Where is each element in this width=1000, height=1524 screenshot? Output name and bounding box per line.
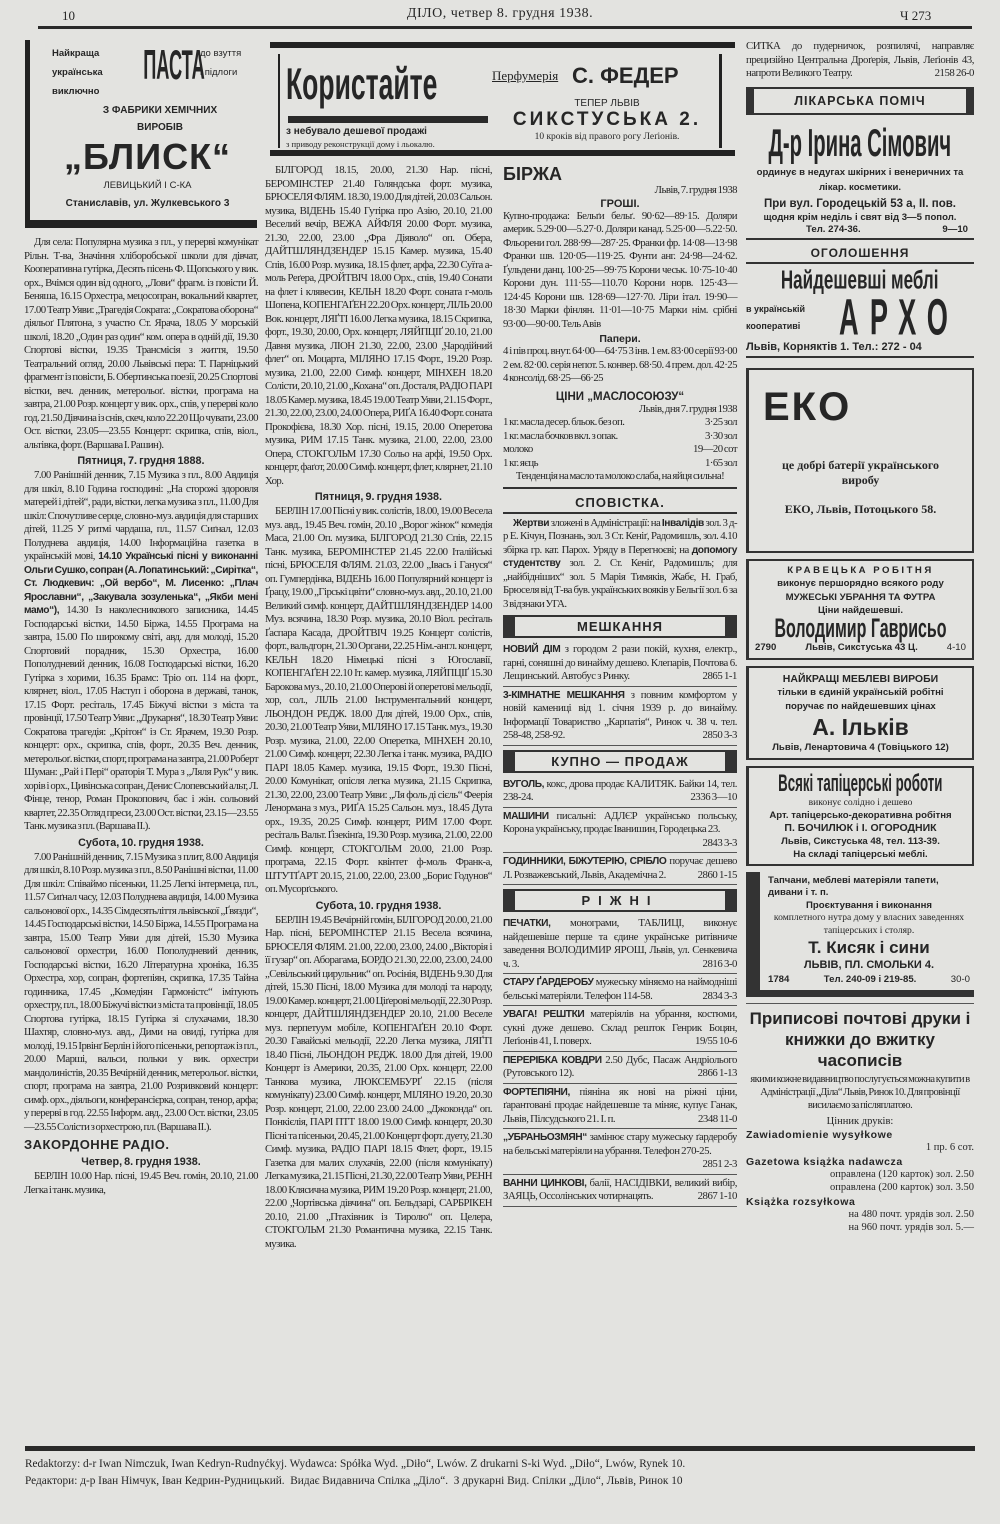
price-item: молоко <box>503 443 533 455</box>
classified-text: матеріялів на убрання, костюми, сукні дуже дешево. Склад решток Генрик Боцян, Леґіонів 41, І. поверх. <box>503 1008 737 1047</box>
radio-program: БЕРЛІН 17.00 Пісні у вик. солістів, 18.00, 19.00 Весела муз. авд., 19.45 Веч. гомін, 20.10 „Ворог жінок“ комедія Маса, 21.00 Оп. музика, БІЛГОРОД 21.30 Спів, 22.15 Танк. музика, БЕРОМІНСТЕР 21.45 22.00 Італійські пісні, БРЮСЕЛЯ ФЛЯМ. 21.03, 22.00 „Івась і Гануся“ оп. Гумпердінка, ВІДЕНЬ 16.00 Популярний концерт із Ґрацу, 19.00 „Гірські цвіти“ словно-муз. авд., 20.10, 21.00 Великий симф. концерт, ДАЙТШЛЯНДЗЕНДЕР 14.00 Муз. всячина, 18.30 Розр. музика, 20.10 Віол. ресіталь Ґаспара Касада, ДРОЙТВІЧ 19.25 Концерт солістів, форт., вальдгорн, 21.30 Органи, 22.25 Нім.-англ. концерт, КЕЛЬН 18.20 Німецькі пісні з Югославії, КОПЕНГАҐЕН 22.10 Іт. камер. музика, ЛЯЙПЦІҐ 15.30 Барокова муз., 20.10, 21.00 Оперові й оперетові мельодії, хор, сол., ЛІЛЬ 21.00 Інструментальний концерт, ЛЬОНДОН РЕДЖ. 18.00 Для дітей, 19.00 Орх., спів, 20.30, 21.00 Театр Уяви, МІЛЯНО 17.15 Танк. муз., 19.30 Розр. музика, 21.00, 22.00 Оперетка, МІНХЕН 20.10, 21.00 Симф. концерт, 22.30 Легка і танк. музика, РАДІО ПАРІ 18.05 Камер. музика, 19.15 Форт., 19.30 Пісні, 20.00 Комунікат, опісля легка музика, 21.15 Скрипка, 21.30, 22.00, 23.00 Театр Уяви: „Ля фоль ді сієль“ Феерія Ленормана з муз., РИҐА 15.25 Сальон. муз., 18.45 Дута орх., 19.35, 20.25 Симф. концерт, РИМ 17.00 Форт. ресіталь Вальт. Ґізекінґа, 19.30 Розр. музика, 21.00, 22.00 Симф. концерт, СТОКГОЛЬМ 20.00, 21.00 Розр. програма, 22.15 Форт. квінтет ф-моль Франк-а, ШТУТҐАРТ 20.15, 21.00, 22.00, 23.00 „Борис Годунов“ оп. Мусорґського. <box>265 505 492 895</box>
price-item-value: на 480 почт. урядів зол. 2.50 <box>848 1209 974 1220</box>
ad-postal-prints <box>746 1003 974 1234</box>
ad-brand-name: „БЛИСК“ <box>63 136 232 177</box>
classified-ad <box>503 808 737 854</box>
header-rule <box>38 26 972 29</box>
ad-text: Арт. тапіцерсько-декоративна робітня <box>769 809 952 821</box>
notice-text-part: зложені в Адміністрації: на <box>549 516 662 529</box>
ad-kysiak <box>746 872 974 998</box>
ad-arkho <box>746 244 974 358</box>
ad-address: Львів, Ленартовича 4 (Товіцького 12) <box>772 742 949 753</box>
classified-ad <box>503 641 737 687</box>
classified-ad <box>503 974 737 1006</box>
ad-tailor <box>746 559 974 660</box>
ad-text: МУЖЕСЬКІ УБРАННЯ ТА ФУТРА <box>785 591 936 603</box>
price-item-value: оправлена (120 карток) зол. 2.50 <box>830 1169 974 1180</box>
price-item-name: Zawiadomienie wysyłkowe <box>746 1129 893 1141</box>
ad-text: Проєктування і виконання <box>806 899 932 911</box>
ad-upholstery <box>746 766 974 866</box>
issue-number: Ч 273 <box>900 8 932 23</box>
price-item-value: 1 пр. 6 сот. <box>925 1142 974 1153</box>
classified-code: 2851 2-3 <box>702 1158 737 1170</box>
classified-lead: ПЕЧАТКИ, <box>503 918 551 929</box>
ad-text: виключно <box>52 86 100 97</box>
classified-code: 2843 3-3 <box>702 836 737 849</box>
ad-code: 1784 <box>768 973 790 985</box>
classified-text: замінює стару мужеську ґардеробу на бельські матеріяли на убрання. Телефон 270-25. <box>503 1131 737 1157</box>
day-heading: Пятниця, 7. грудня 1888. <box>77 455 205 467</box>
classified-code: 2860 1-15 <box>697 868 737 881</box>
ad-text: При вул. Городецькій 53 а, II. пов. <box>764 197 956 210</box>
ad-text: Станиславів, ул. Жулкевського 3 <box>65 198 230 209</box>
ad-brand-name: С. ФЕДЕР <box>572 63 679 88</box>
ad-address: Львів, Сикстуська 48, тел. 113-39. <box>781 835 940 847</box>
ad-text: щодня крім неділь і свят від 3—5 попол. <box>763 211 957 223</box>
ad-text: ТЕПЕР ЛЬВІВ <box>574 98 640 109</box>
price-row <box>503 416 737 430</box>
price-item-value: оправлена (200 карток) зол. 3.50 <box>830 1182 974 1193</box>
classified-ad <box>503 915 737 974</box>
notice-text-part: зол. 3 д-р Е. Кічун, Познань, зол. 3 Ст. Кеніґ, Радомишль, зол. 4.10 збірка гр. кат. Парох. Уряду в Перегноєві; на <box>503 516 737 556</box>
page-number: 10 <box>62 8 75 23</box>
classified-lead: „УБРАНЬОЗМЯН“ <box>503 1132 587 1143</box>
ad-text: СИТКА до пудерничок, розпилячі, направляє прецизійно Центральна Дроґерія, Львів, Леґіонів 43, напроти Великого Театру. <box>746 40 974 79</box>
classified-text: кокс, дрова продає КАЛИТЯК. Байки 14, тел. 238-24. <box>503 777 737 803</box>
ad-phone: Тел. 240-09 і 219-85. <box>823 973 917 985</box>
classified-lead: ГОДИННИКИ, БІЖУТЕРІЮ, СРІБЛО <box>503 856 667 867</box>
ad-address: Львів, Корняктів 1. Тел.: 272 - 04 <box>746 340 922 353</box>
ad-header: ЛІКАРСЬКА ПОМІЧ <box>746 87 974 115</box>
section-heading: ЗАКОРДОННЕ РАДІО. <box>24 1137 170 1152</box>
ad-text: Найкраща <box>52 48 100 59</box>
classified-code: 2865 1-1 <box>702 670 737 682</box>
ad-text: виконує солідно і дешево <box>808 796 913 808</box>
classified-code: 2834 3-3 <box>702 989 737 1002</box>
ad-code: 2790 <box>755 642 777 653</box>
program-highlight: 14.10 Українські пісні у виконанні Ольги Сушко, сопран (А. Лопатинський: „Сирітка“, Ст. Людкевич: „Ой вербо“, М. Лисенко: „Плач Ярославни“, „Закувала зозуленька“, „Якби мені мамо“), <box>24 551 258 616</box>
imprint-polish: Redaktorzy: d-r Iwan Nimczuk, Iwan Kedryn-Rudnyćkyj. Wydawca: Spółka Wyd. „Diło“, Lwów. Z drukarni S-ki Wyd. „Diło“, Lwów, Rynek 10. <box>25 1458 686 1470</box>
ad-street: СИКСТУСЬКА 2. <box>512 109 702 130</box>
ad-text: комплетного нутра дому у власних заведеннях тапіцерських і столяр. <box>773 912 965 936</box>
price-item: 1 кг. масла десер. бльок. без оп. <box>503 416 625 428</box>
classified-code: 2850 3-3 <box>702 729 737 741</box>
ad-address: ЛЬВІВ, ПЛ. СМОЛЬКИ 4. <box>803 959 935 971</box>
column-market-classifieds <box>503 164 737 1207</box>
classified-code: 2867 1-10 <box>697 1190 737 1202</box>
price-value: 1·65 зол <box>704 456 737 469</box>
ad-text: КРАВЕЦЬКА РОБІТНЯ <box>787 564 934 576</box>
ad-text: Тапчани, меблеві матеріяли тапети, дивани і т. п. <box>768 874 939 898</box>
classified-code: 2348 11-0 <box>697 1112 737 1125</box>
section-title-sale: КУПНО — ПРОДАЖ <box>503 750 737 773</box>
dateline: Львів, 7. грудня 1938 <box>654 184 737 196</box>
price-value: 3·30 зол <box>704 429 737 442</box>
price-value: 19—20 сот <box>692 443 737 455</box>
notice-lead: допомогу студентству <box>503 544 737 569</box>
ad-text: 10 кроків від правого рогу Леґіонів. <box>534 132 680 142</box>
ad-eko <box>746 368 974 553</box>
classified-lead: МАШИНИ <box>503 810 549 822</box>
ad-ilkiv <box>746 666 974 760</box>
price-item: 1 кг. масла бочков вкл. з опак. <box>503 429 618 442</box>
price-row <box>503 430 737 444</box>
exchange-rates: Купно-продажа: Бельґи бельґ. 90·62—89·15. Доляри америк. 5.29·00—5.27·0. Доляри канад. 5.25·00—5.22·50. Фльорени гол. 288·99—287·25. Франки фр. 14·08—13·98 Франки шв. 120·05—119·25. Фунти анг. 24·98—24·62. Ґульдени данц. 100·25—99·75 Корони чеськ. 10·75-10·40 Корони дун. 111·55—110.70 Корони норв. 125·43—124·45 Корони шв. 128·69—127·70. Ліри італ. 19·90—18·30 Марки фінлян. 11·01—10·75 Марки нім. срібні 93·00—90·00. Тель Авів <box>503 209 737 330</box>
section-title-misc: РІЖНІ <box>503 889 737 912</box>
ad-text: П. БОЧИЛЮК і І. ОГОРОДНИК <box>784 821 937 834</box>
classified-ad <box>503 1129 737 1175</box>
ad-text: Перфумерія <box>492 68 559 83</box>
imprint-ukrainian: Редактори: д-р Іван Німчук, Іван Кедрин-Рудницький. Видає Видавнича Спілка „Діло“. З друкарні Вид. Спілки „Діло“, Львів, Ринок 10 <box>25 1475 683 1487</box>
section-title-birzha: БІРЖА <box>503 164 562 184</box>
day-heading: Четвер, 8. грудня 1938. <box>81 1156 201 1168</box>
classified-list <box>503 915 737 1207</box>
ad-text: ЛЕВИЦЬКИЙ І С-КА <box>103 180 192 191</box>
classified-text: 2.50 Дубс, Пасаж Андріолього (Рутовського 12). <box>503 1053 737 1079</box>
masthead: ДІЛО, четвер 8. грудня 1938. <box>406 6 594 21</box>
classified-text: з городом 2 рази покій, кухня, електр., гарні, соняшні до винайму дешево. Клепарів, Почтова 6. Лещинський. Автобус з Ринку. <box>503 643 737 682</box>
classified-list <box>503 776 737 886</box>
ad-phone: Тел. 274-36. <box>806 223 861 235</box>
price-list-title: Цінник друків: <box>826 1116 894 1127</box>
section-title-maslo: ЦІНИ „МАСЛОСОЮЗУ“ <box>555 390 685 403</box>
radio-program: Для села: Популярна музика з пл., у перерві комунікат Рільн. Т-ва, Значіння хліборобської школи для дівчат, Кооперативна гутірка, Десять пісень Ф. Щопського у вик. орх., Вчімся один від одного, „Лови“ фрагм. із повісти Й. Беняша, 16.15 Орхестра, мецосопран, вокальний квартет, 17.00 Театр Уяви: „Трагедія Сократа: „Сократова оборона“ діяльоґ Плятона, з участю Ст. Ярача, 18.05 У морській школі, 18.20 „Один раз один“ ком. опера в одній дії, 19.30 Спортові вістки, 19.35 Трансмісія з життя, 19.50 Театральний огляд, 20.00 Львівські пера: Т. Парніцький фрагмент із повісти, Б. Обертинська поезії, 20.25 Спортові вістки, веч. денник, метерольоґ. вістки, програма на завтра, 21.00 Розр. концерт у вик. орх., спів, у перерві коло год. 21.50 Дівчина із снів, скеч, коло 22.20 Що чувати, 23.00 Ост. вістки, 23.05—23.55 Концерт: скрипка, спів, віол., альтівка, форт. (Варшава І. Рашин). <box>24 236 258 451</box>
classified-lead: ФОРТЕПІЯНИ, <box>503 1086 570 1098</box>
ad-brand-name: АРХО <box>838 288 959 346</box>
ad-text: ординує в недугах шкірних і венеричних та лікар. косметики. <box>756 166 964 193</box>
price-row <box>503 443 737 457</box>
ad-code: 30-0 <box>950 973 970 985</box>
ad-text: кооперативі <box>746 321 801 331</box>
ad-text: це добрі батерії українського виробу <box>782 457 939 487</box>
classified-text: писальні: АДЛЄР українсько польську, Корона українську, продає Іванишин, Городецька 23. <box>503 809 737 835</box>
ad-text: з небувало дешевої продажі <box>286 126 427 137</box>
ad-text: якими кожне видавництво послугується можна купити в Адміністрації „Діла“ Львів, Ринок 10. Для провінції висилаємо за післяплатою. <box>750 1074 970 1111</box>
ad-brand-name: Володимир Гаврисьо <box>774 613 947 644</box>
classified-ad <box>503 776 737 808</box>
price-item: 1 кг. яєць <box>503 456 538 469</box>
notice-lead: Інвалідів <box>661 517 704 529</box>
ad-text: і підлоги <box>200 67 238 78</box>
ad-code: 9—10 <box>942 223 968 235</box>
classified-lead: СТАРУ ҐАРДЕРОБУ <box>503 977 594 988</box>
ad-address: Львів, Сикстуська 43 Ц. <box>805 642 918 653</box>
price-item-name: Książka rozsyłkowa <box>746 1196 856 1208</box>
ad-text: українська <box>52 67 103 78</box>
column-ads <box>746 38 974 1234</box>
classified-text: монограми, ТАБЛИЦІ, виконує найдешевіше перше та єдине українське ритівниче заведення ВОЛОДИМИР ЯРОШ, Львів, ул. Сенкевича ч. 3. <box>503 917 737 970</box>
classified-text: піяніна як нові на ріжні ціни, ґарантовані продає найдешевше та міняє, купує Ганак, Львів, Пілсудського 21. І. п. <box>503 1085 737 1125</box>
price-list <box>746 1129 974 1234</box>
ad-text: в українській <box>746 304 806 314</box>
ad-feder <box>270 42 735 156</box>
day-heading: Субота, 10. грудня 1938. <box>78 836 204 849</box>
ad-brand: ПАСТА <box>143 40 205 89</box>
footer-rule <box>25 1446 975 1451</box>
subhead: Папери. <box>599 333 641 345</box>
ad-text: На складі тапіцерські меблі. <box>793 848 928 860</box>
ad-code: 2158 26-0 <box>934 67 974 79</box>
ad-header: ОГОЛОШЕННЯ <box>746 244 974 264</box>
ad-brand-name: А. Ільків <box>812 714 909 740</box>
ad-sytka <box>746 38 974 83</box>
classified-code: 19/55 10-6 <box>695 1035 737 1047</box>
classified-lead: ВУГОЛЬ, <box>503 778 545 790</box>
trend-note: Тенденція на масло та молоко слаба, на яйця сильна! <box>503 470 737 489</box>
ad-text: Ціни найдешевші. <box>817 605 904 616</box>
ad-text: тільки в єдиній українській робітні <box>777 687 944 698</box>
classified-ad <box>503 1175 737 1207</box>
radio-program: БІЛГОРОД 18.15, 20.00, 21.30 Нар. пісні, БЕРОМІНСТЕР 21.40 Голяндська форт. музика, БРЮСЕЛЯ ФЛЯМ. 18.30, 19.00 Для дітей, 20.03 Сальон. музика, ВІДЕНЬ 15.40 Гутірка про Азію, 20.10, 21.00 Веселий вечір, ВЕЖА АЙФЛЯ 20.00 Форт. музика, 21.30, 22.00, 23.00 „Фра Діяволо“ оп. Обера, ДАЙТШЛЯНДЗЕНДЕР 15.15 Камер. музика, 15.40 Спів, 16.00 Розр. музика, 18.15 флет, арфа, 22.30 Суїта а-моль Реґера, ДРОЙТВІЧ 18.00 Орх., спів, 19.40 Сонати на флет і клявесин, КЕЛЬН 18.20 Форт. соната г-моль Шопена, КОПЕНГАҐЕН 22.20 Орх. концерт, ЛІЛЬ 20.00 Вок. концерт, ЛЯҐТІ 16.00 Легка музика, 18.15 Скрипка, форт., 19.30, 20.00, Орх. концерт, ЛЯЙПЦІҐ 20.10, 21.00 Давня музика, ЛІОН 21.30, 22.00, 23.00 „Чародійний флет“ оп. Моцарта, МІЛЯНО 17.15 Форт., 19.20 Розр. музика, 21.00, 22.00 Симф. концерт, МІНХЕН 18.20 Солісти, 20.10, 21.00 „Кохана“ оп. Досталя, РАДІО ПАРІ 18.05 Камер. музика, 18.45 19.00 Театр Уяви, 21.15 Форт., 21.30, 22.00, 23.00, 24.00 Опера, РИҐА 16.40 Форт. соната Прокофієва, 18.30 Хор. пісні, 19.15, 20.00 Оперетова музика, РИМ 17.15 Танк. музика, 21.00, 22.00, 23.00 Опера, СТОКГОЛЬМ 17.30 Сольо на арфі, 19.50 Орх. концерт, фаґот, 20.00 Симф. концерт, флет, клярнет, 21.10 Хор. <box>265 164 492 487</box>
classified-code: 2816 3-0 <box>702 957 737 970</box>
program-text: 7.00 Ранішній денник, 7.15 Музика з пл., 8.00 Авдиція для шкіл, 8.10 Година господині: „На сторожі здоровля матерей і дітей“, ради, вістки, легка музика з пл., 11.00 Для шкіл: Спочутливе серце, словно-муз. авдиція для старших дітей, 11.25 У ритмі чардаша, пл., 11.57 Сиґнал, 12.03 Полуднева авдиція, 14.00 Інформаційна газетка в українській мові, <box>24 469 258 562</box>
dateline: Львів, дня 7. грудня 1938 <box>638 402 737 415</box>
program-text: 14.30 Із наколесникового записника, 14.45 Господарські вістки, 14.50 Біржа, 14.55 Програма на завтра, 15.00 По широкому світі, авд. для молоді, 15.20 Спортовий порадник, 15.30 Орхестра, 16.00 Пополудневий денник, 16.08 Господарські вістки, 16.20 Гутірка з хорими, 16.35 Брамс: Тріо оп. 114 на форт., клярнет, віол., 17.05 Наступ і оборона в державі, танок, 17.15 Форт. ресіталь, 17.45 Біжучі вістки з міста та провінції, 17.50 Театр Уяви: „Друкарня“, 18.30 Театр Уяви: Сократова трагедія: „Крітон“ із Ст. Ярачем, 19.30 Розр. концерт: орх., скрипка, спів, форт., 20.35 Веч. денник, метерольоґ. вістки, спорт, програма на завтра, 21.00 Роберт Шуман: „Рай і Пері“ ораторія Т. Мура з „Ляля Рук“ у вик. хорів і орх., Цивінська сопран, Денис Слопевський альт, Л. Фінце, тенор, Роман Прокопович, бас і жін. сольовий квартет, 22.35 Огляд преси, 23.00 Ост. вістки, 23.15—23.55 Танк. музика з пл. (Варшава II.). <box>24 604 258 832</box>
price-list <box>503 416 737 470</box>
classified-lead: УВАГА! РЕШТКИ <box>503 1009 585 1020</box>
radio-program: БЕРЛІН 19.45 Вечірній гомін, БІЛГОРОД 20.00, 21.00 Нар. пісні, БЕРОМІНСТЕР 21.15 Весела всячина, БРЮСЕЛЯ ФЛЯМ. 21.00, 22.00, 23.00, 24.00 „Вікторія і її гузар“ оп. Аборагама, БОРДО 21.30, 22.00, 23.00, 24.00 „Севільський цирульник“ оп. Росінія, ВІДЕНЬ 9.30 Для дітей, 15.30 Пісні, 18.00 Музика для молоді та народу, 19.00 Камер. концерт, 21.00 Ціґерові мельодії, 22.30 Розр. концерт, ДАЙТШЛЯНДЗЕНДЕР 20.10, 21.00 Веселе муз. перпетуум мобіле, КОПЕНГАҐЕН 20.10 Форт. 20.30 Гавайські мельодії, 22.20 Легка музика, ЛЯҐТІ 18.40 Пісні, ЛЬОНДОН РЕДЖ. 18.00 Для дітей, 19.00 Концерт із Америки, 20.35, 21.00 Орх. концерт, 22.00 Танкова музика, ЛЮКСЕМБУРҐ 22.15 (після комунікату) 23.00 Симф. концерт, МІЛЯНО 19.20, 20.30 Розр. концерт, 21.00, 22.00 23.00 24.00 „Джоконда“ оп. Понкієлія, ПАРІ ПТТ 18.00 19.00 Симф. концерт, 20.30 Пісні та пісеньки, 20.45, 21.00 Концерт форт. дуету, 21.30 Симф. музика, РАДІО ПАРІ 18.15 Флет, форт., 19.15 Газетка для малих слухачів, 22.00 (після комунікату) Легка музика, 21.15 Пісні, 21.30, 22.00 Театр Уяви, РЕНН 18.00 Клясична музика, РИМ 19.20 Розр. концерт, 21.00, 22.00 „Чортівська дівчина“ оп. Бельдзарі, САРБРІКЕН 20.10, 21.00 „Птахівник із Тиролю“ оп. Целера, СТОКГОЛЬМ 21.30 Романтична музика, 22.15 Танк. музика. <box>265 913 492 1250</box>
classified-ad <box>503 1084 737 1130</box>
price-value: 3·25 зол <box>704 416 737 428</box>
classified-text: поручає дешево Л. Розважевський, Львів, Академічна 2. <box>503 855 737 881</box>
ad-headline: Всякі тапіцерські роботи <box>778 769 943 797</box>
ad-headline: Користайте <box>286 60 438 110</box>
classified-ad <box>503 687 737 746</box>
ad-brand-name: ЕКО <box>763 384 852 429</box>
ad-text: до взуття <box>200 48 242 59</box>
ad-brand-name: Т. Кисяк і сини <box>808 938 930 957</box>
classified-code: 2336 3—10 <box>690 791 737 803</box>
radio-program: БЕРЛІН 10.00 Нар. пісні, 19.45 Веч. гомін, 20.10, 21.00 Легка і танк. музика, <box>24 1170 258 1196</box>
column-radio-foreign <box>265 164 492 1251</box>
notice-text <box>503 517 737 612</box>
ad-text: поручає по найдешевших цінах <box>785 700 936 712</box>
classified-lead: ВАННИ ЦИНКОВІ, <box>503 1177 587 1189</box>
radio-program <box>24 469 258 834</box>
column-radio-domestic <box>24 236 258 1197</box>
classified-text: балії, НАСІДІВКИ, великий вибір, ЗАЯЦЬ, Оссолінських чотирнацять. <box>503 1176 737 1202</box>
price-item-value: на 960 почт. урядів зол. 5.— <box>848 1222 974 1233</box>
notice-lead: Жертви <box>513 517 550 529</box>
ad-text: виконує першорядно всякого роду <box>777 578 944 589</box>
ad-headline: Приписові почтові друки і книжки до вжитку часописів <box>749 1009 971 1070</box>
notice-text-part: зол. 2. Ст. Кеніґ, Радомишль; для „найбідніших“ зол. 5 Марія Тимяків, Жабє, Н. Граб, Брюселя від Т-ва був. українських вояків у Бельгії зол. 6 за 3 відзнаки УГА. <box>503 557 737 610</box>
classified-lead: НОВИЙ ДІМ <box>503 644 561 655</box>
classified-text: з повним комфортом у новій камениці від 1. січня 1939 р. до винайму. Інформації Товариство „Карпатія“, Ринок ч. 38 ч. тел. 258-48, 258-92. <box>503 688 737 741</box>
ad-text: НАЙКРАЩІ МЕБЛЕВІ ВИРОБИ <box>782 672 939 685</box>
classified-lead: 3-КІМНАТНЕ МЕШКАННЯ <box>503 689 625 701</box>
radio-program: 7.00 Ранішній денник, 7.15 Музика з плит, 8.00 Авдиція для шкіл, 8.10 Розр. музика з пл., 8.50 Ранішні вістки, 11.00 Для шкіл: Співаймо пісеньки, 11.25 Легкі інтермеца, пл., 11.57 Сиґнал часу, 12.03 Полуднева авдиція, 14.00 Музика сальонової орх., 14.35 Сімдесятьліття львівської „Ґвязди“, 14.45 Господарські вістки, 14.50 Біржа, 14.55 Програма на завтра, 15.00 Театр Уяви для дітей, 15.30 Музика сальонової орхестри, 16.00 Пополудневий денник, Господарські вістки, 16.20 Літературна хроніка, 16.35 Орхестра, хор, сопран, фортепіян, скрипка, 17.35 Тайна годинника, 17.45 „Комедіян Гармоністс“ імітують орхестру, пл., 18.00 Біжучі вістки з міста та провінції, 18.05 Спортова гутірка, 18.15 Гутірка зі слухачами, 18.30 Шахтяр, словно-муз. авд., Дими на овиді, гутірка для молоді, 19.15 Ірвінґ Берлін і його пісеньки, репортаж із пл., 20.00 Марші, вальси, польки у вик. орхестри мандолиністів, 20.35 Вечірній денник, метерольоґ. вістки, спорт, програма на завтра, 21.00 Розривковий концерт: симф. орх., діяльоги, конферансієрка, сопран, тенор, арфа; у перерві в год. 22.55 Інформ. авд., 23.00 Ост. вістки, 23.05—23.55 Солісти з орхестрою, пл. (Варшава II.). <box>24 850 258 1133</box>
ad-headline: Найдешевші меблі <box>781 266 939 295</box>
subhead: ГРОШІ. <box>600 197 640 210</box>
classified-ad <box>503 1006 737 1052</box>
day-heading: Пятниця, 9. грудня 1938. <box>314 491 443 503</box>
section-title-notice: СПОВІСТКА. <box>503 493 737 514</box>
classified-ad <box>503 1052 737 1084</box>
section-title-flats: МЕШКАННЯ <box>503 615 737 638</box>
classified-code: 2866 1-13 <box>697 1067 737 1079</box>
ad-doctor <box>746 87 974 240</box>
classified-lead: ПЕРЕРІБКА КОВДРИ <box>503 1054 602 1066</box>
classified-ad <box>503 853 737 885</box>
classified-text: мужеську міняємо на наймодніші бельські матеріяли. Телефон 114-58. <box>503 976 737 1002</box>
day-heading: Субота, 10. грудня 1938. <box>315 899 442 912</box>
ad-text: З ФАБРИКИ ХЕМІЧНИХ ВИРОБІВ <box>102 105 218 133</box>
price-item-name: Gazetowa książka nadawcza <box>746 1156 903 1168</box>
classified-list <box>503 641 737 746</box>
ad-address: ЕКО, Львів, Потоцького 58. <box>784 501 937 516</box>
securities: 4 і пів проц. внут. 64·00—64·75 3 інв. 1 ем. 83·00 серії 93·00 2 ем. 82·00. серія непот. 5. конвер. 68·50. 4 прем. дол. 42·25 4 консолід. 68·25—66·25 <box>503 345 737 384</box>
price-row <box>503 457 737 471</box>
ad-code: 4-10 <box>946 642 966 653</box>
doctor-name: Д-р Ірина Сімович <box>768 120 952 165</box>
ad-text: з приводу реконструкції дому і льокалю. <box>286 139 435 149</box>
ad-blysk <box>25 40 257 228</box>
